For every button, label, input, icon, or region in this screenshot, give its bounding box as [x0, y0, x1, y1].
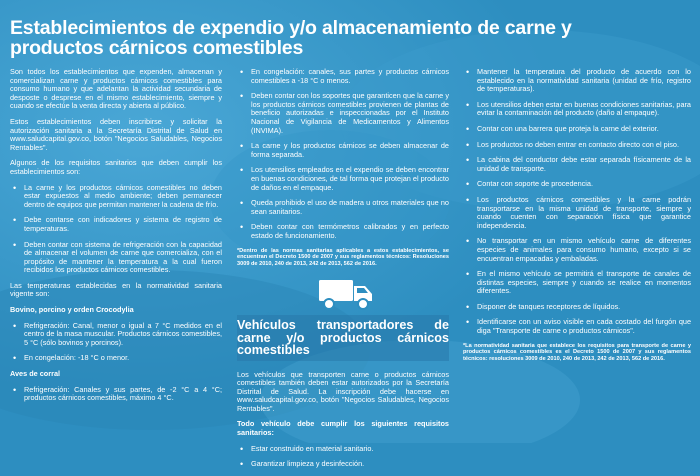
list-item: • Contar con soporte de procedencia. — [463, 180, 691, 189]
column-middle — [237, 68, 449, 476]
vehicles-requirements-list — [237, 445, 449, 469]
list-item: • Los productos cárnicos comestibles y la carne podrán transportarse en la misma unidad de transporte, siempre y cuando cuenten con separación física que garantice independencia. — [463, 196, 691, 230]
truck-icon — [317, 277, 375, 311]
list-item: • La cabina del conductor debe estar separada físicamente de la unidad de transporte. — [463, 156, 691, 173]
list-item: • En el mismo vehículo se permitirá el transporte de canales de distintas especies, siempre y cuando se realice en momentos diferentes. — [463, 270, 691, 296]
requirements-intro: Algunos de los requisitos sanitarios que deben cumplir los establecimientos son: — [10, 158, 222, 176]
list-item: • Deben contar con los soportes que garanticen que la carne y los productos cárnicos comestibles provienen de plantas de beneficio autorizadas e inspeccionadas por el Instituto Nacional de Vigilancia de Medicamentos y Alimentos (INVIMA). — [237, 92, 449, 135]
regulation-note: *Dentro de las normas sanitarias aplicables a estos establecimientos, se encuentran el Decreto 1500 de 2007 y sus reglamentos técnicos: Resoluciones 3009 de 2010, 240 de 2013, 242 de 2013, 562 de 2016. — [237, 247, 449, 267]
intro-paragraph: Son todos los establecimientos que expenden, almacenan y comercializan carne y productos cárnicos comestibles para consumo humano y que adelantan la actividad secundaria de desposte o desprese en el mismo establecimiento, siempre y cuando se efectúe la venta directa y abierta al público. — [10, 67, 222, 111]
column-right — [463, 68, 691, 368]
list-item: • Deben contar con sistema de refrigeración con la capacidad de almacenar el volumen de carne que comercializa, con el propósito de mantener la temperatura a la cual fueron recibidos los productos cárnicos comestibles. — [10, 241, 222, 275]
list-item: • Estar construido en material sanitario. — [237, 445, 449, 454]
list-item: • La carne y los productos cárnicos comestibles no deben estar expuestos al medio ambiente; deben permanecer dentro de equipos que permitan mantener la cadena de frío. — [10, 184, 222, 210]
vehicles-title: Vehículos transportadores de carne y/o productos cárnicos comestibles — [237, 315, 449, 360]
bovino-heading: Bovino, porcino y orden Crocodylia — [10, 305, 134, 315]
list-item: • Refrigeración: Canales y sus partes, de -2 °C a 4 °C; productos cárnicos comestibles, máximo 4 °C. — [10, 386, 222, 403]
column-left — [10, 68, 222, 410]
list-item: • En congelación: canales, sus partes y productos cárnicos comestibles a -18 °C o menos. — [237, 68, 449, 85]
bovino-list — [10, 322, 222, 363]
list-item: • Los utensilios deben estar en buenas condiciones sanitarias, para evitar la contaminación del producto (daño al empaque). — [463, 101, 691, 118]
list-item: • Identificarse con un aviso visible en cada costado del furgón que diga "Transporte de carne o productos cárnicos". — [463, 318, 691, 335]
aves-list — [10, 386, 222, 403]
inscription-paragraph: Estos establecimientos deben inscribirse y solicitar la autorización sanitaria a la Secretaría Distrital de Salud en www.saludcapital.gov.co, botón "Negocios Saludables, Negocios Rentables". — [10, 116, 222, 152]
list-item: • Queda prohibido el uso de madera u otros materiales que no sean sanitarios. — [237, 199, 449, 216]
list-item: • Mantener la temperatura del producto de acuerdo con lo establecido en la normatividad sanitaria (unidad de frío, registro de temperaturas). — [463, 68, 691, 94]
list-item: • Debe contarse con indicadores y sistema de registro de temperaturas. — [10, 216, 222, 233]
list-item: • Los utensilios empleados en el expendio se deben encontrar en buenas condiciones, de tal forma que protejan el producto de daños en el empaque. — [237, 166, 449, 192]
list-item: • Refrigeración: Canal, menor o igual a 7 °C medidos en el centro de la masa muscular. Productos cárnicos comestibles, 5 °C (sólo bovinos y porcinos). — [10, 322, 222, 348]
list-item: • Garantizar limpieza y desinfección. — [237, 460, 449, 469]
temperature-intro: Las temperaturas establecidas en la normatividad sanitaria vigente son: — [10, 280, 222, 299]
transport-regulation-note: *La normatividad sanitaria que establece los requisitos para transporte de carne y productos cárnicos comestibles es el Decreto 1500 de 2007 y sus reglamentos técnicos: resoluciones 3009 de 2010, 240 de 2013, 242 de 2013, 562 de 2016. — [463, 342, 691, 362]
list-item: • No transportar en un mismo vehículo carne de diferentes especies de animales para consumo humano, excepto si se encuentran empacadas y embaladas. — [463, 237, 691, 263]
list-item: • Deben contar con termómetros calibrados y en perfecto estado de funcionamiento. — [237, 223, 449, 240]
list-item: • La carne y los productos cárnicos se deben almacenar de forma separada. — [237, 142, 449, 159]
requirements-list — [10, 184, 222, 275]
page-title: Establecimientos de expendio y/o almacenamiento de carne y productos cárnicos comestibles — [10, 17, 572, 59]
vehicles-requirements-heading: Todo vehículo debe cumplir los siguientes requisitos sanitarios: — [237, 419, 449, 438]
vehicles-intro: Los vehículos que transporten carne o productos cárnicos comestibles también deben estar autorizados por la Secretaría Distrital de Salud. La inscripción debe hacerse en www.saludcapital.gov.co, botón "Negocios Saludables, Negocios Rentables". — [237, 369, 449, 413]
aves-heading: Aves de corral — [10, 369, 61, 379]
list-item: • Contar con una barrera que proteja la carne del exterior. — [463, 125, 691, 134]
list-item: • Los productos no deben entrar en contacto directo con el piso. — [463, 141, 691, 150]
vehicles-requirements-continued — [463, 68, 691, 336]
list-item: • Disponer de tanques receptores de líquidos. — [463, 303, 691, 312]
establishment-requirements-list — [237, 68, 449, 241]
list-item: • En congelación: -18 °C o menor. — [10, 354, 222, 363]
